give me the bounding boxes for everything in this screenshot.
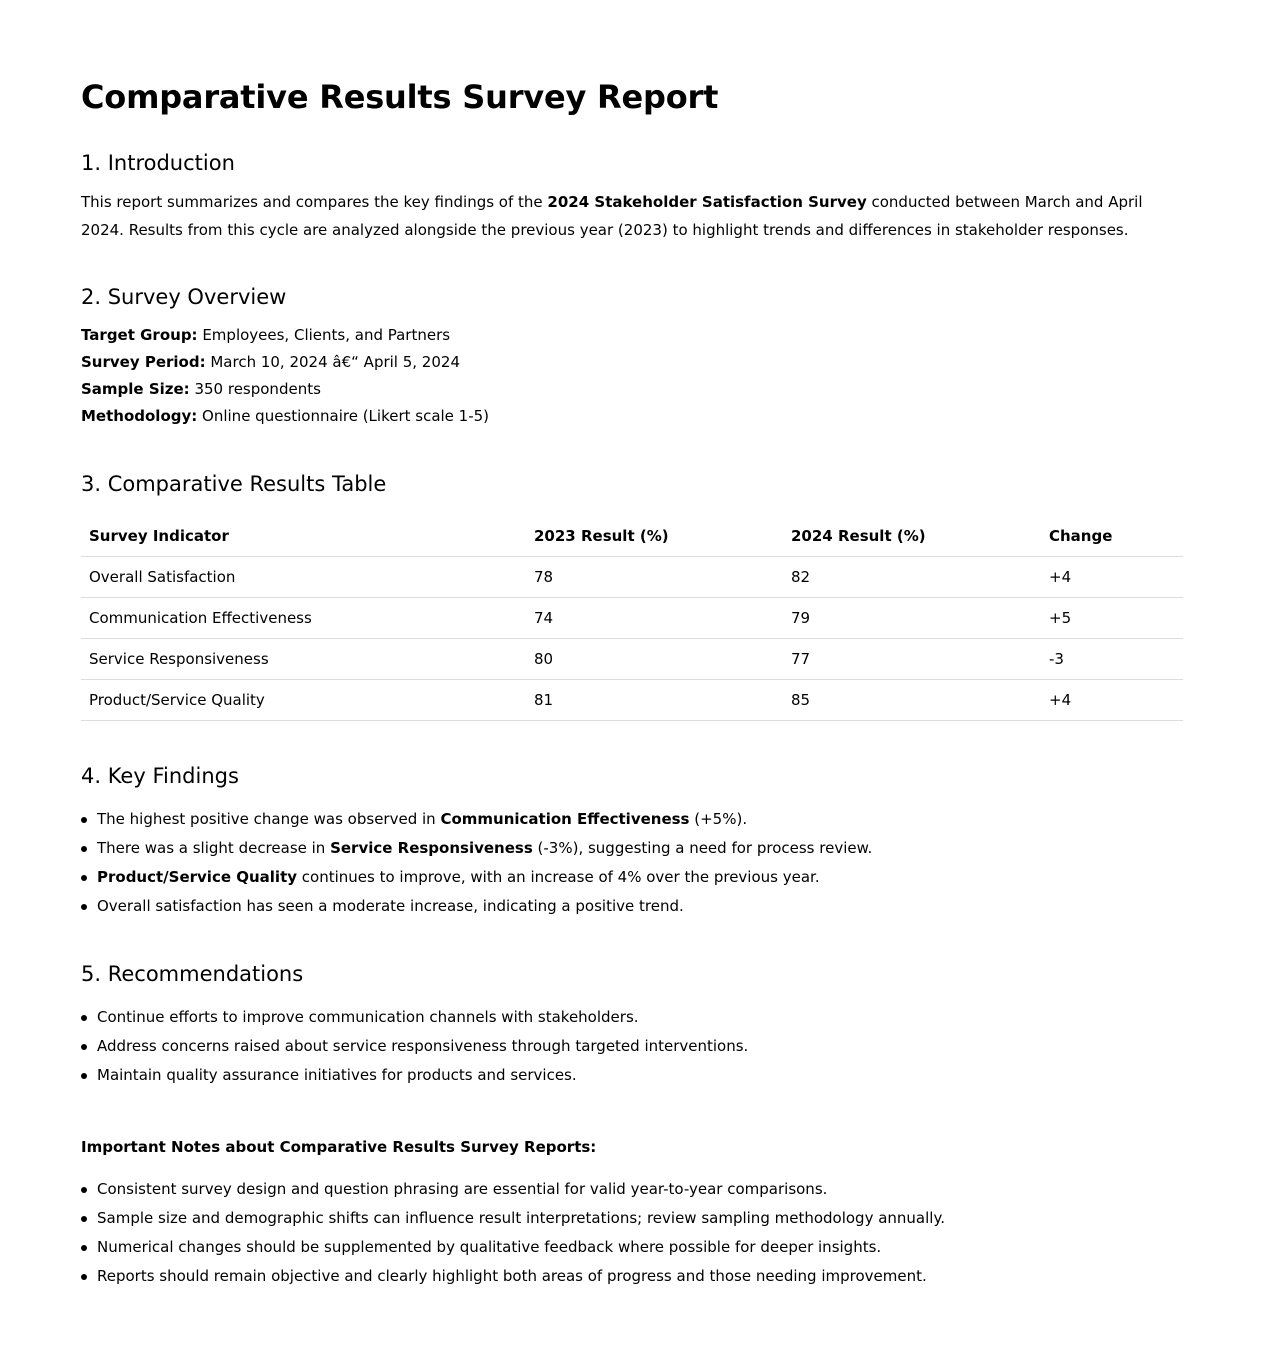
list-item (97, 1262, 945, 1291)
table-cell: 82 (783, 557, 1041, 598)
table-cell: 78 (526, 557, 783, 598)
intro-text-before: This report summarizes and compares the key findings of the (81, 193, 548, 211)
finding-highlight: Communication Effectiveness (440, 810, 690, 828)
note-text: Reports should remain objective and clearly highlight both areas of progress and those needing improvement. (97, 1267, 927, 1285)
finding-highlight: Product/Service Quality (97, 868, 298, 886)
table-cell: +4 (1041, 680, 1183, 721)
bullet-icon (81, 1044, 87, 1050)
intro-heading: 1. Introduction (81, 151, 235, 175)
overview-label: Sample Size: (81, 380, 190, 398)
overview-list (81, 322, 489, 430)
page-title: Comparative Results Survey Report (81, 78, 719, 116)
list-item (97, 805, 872, 834)
bullet-icon (81, 817, 87, 823)
intro-text-after: conducted between March and April 2024. Results from this cycle are analyzed alongside the previous year (2023) to highlight trends and differences in stakeholder responses. (81, 193, 1143, 239)
table-cell: 77 (783, 639, 1041, 680)
table-cell: Product/Service Quality (81, 680, 526, 721)
list-item (97, 892, 872, 921)
overview-target-group (81, 322, 489, 349)
overview-label: Methodology: (81, 407, 198, 425)
overview-value: Employees, Clients, and Partners (197, 326, 451, 344)
bullet-icon (81, 1073, 87, 1079)
overview-label: Survey Period: (81, 353, 206, 371)
findings-list (81, 805, 872, 921)
table-cell: -3 (1041, 639, 1183, 680)
recommendation-text: Maintain quality assurance initiatives for products and services. (97, 1066, 577, 1084)
intro-paragraph (81, 188, 1171, 244)
list-item (97, 1175, 945, 1204)
list-item (97, 1003, 748, 1032)
bullet-icon (81, 1274, 87, 1280)
results-heading: 3. Comparative Results Table (81, 472, 387, 496)
table-cell: +5 (1041, 598, 1183, 639)
overview-sample-size (81, 376, 489, 403)
table-cell: 79 (783, 598, 1041, 639)
results-table (81, 516, 1183, 721)
list-item (97, 1204, 945, 1233)
bullet-icon (81, 1245, 87, 1251)
list-item (97, 834, 872, 863)
finding-text-pre: The highest positive change was observed in (97, 810, 441, 828)
table-row (81, 598, 1183, 639)
finding-text-post: continues to improve, with an increase of 4% over the previous year. (297, 868, 820, 886)
table-cell: Service Responsiveness (81, 639, 526, 680)
overview-methodology (81, 403, 489, 430)
overview-value: March 10, 2024 â€“ April 5, 2024 (205, 353, 460, 371)
table-row (81, 680, 1183, 721)
bullet-icon (81, 846, 87, 852)
bullet-icon (81, 904, 87, 910)
table-row (81, 557, 1183, 598)
column-header: Change (1041, 516, 1183, 557)
table-header-row (81, 516, 1183, 557)
bullet-icon (81, 1216, 87, 1222)
list-item (97, 863, 872, 892)
recommendation-text: Continue efforts to improve communication channels with stakeholders. (97, 1008, 639, 1026)
notes-heading: Important Notes about Comparative Results Survey Reports: (81, 1138, 597, 1156)
table-cell: 81 (526, 680, 783, 721)
table-cell: 74 (526, 598, 783, 639)
finding-text-post: (-3%), suggesting a need for process review. (532, 839, 873, 857)
intro-survey-name: 2024 Stakeholder Satisfaction Survey (547, 193, 867, 211)
recommendations-list (81, 1003, 748, 1090)
notes-list (81, 1175, 945, 1291)
column-header: 2023 Result (%) (526, 516, 783, 557)
list-item (97, 1032, 748, 1061)
bullet-icon (81, 1187, 87, 1193)
table-cell: 85 (783, 680, 1041, 721)
recommendation-text: Address concerns raised about service responsiveness through targeted interventions. (97, 1037, 749, 1055)
overview-value: 350 respondents (189, 380, 321, 398)
bullet-icon (81, 1015, 87, 1021)
findings-heading: 4. Key Findings (81, 764, 239, 788)
note-text: Consistent survey design and question phrasing are essential for valid year-to-year comparisons. (97, 1180, 828, 1198)
bullet-icon (81, 875, 87, 881)
overview-heading: 2. Survey Overview (81, 285, 287, 309)
table-row (81, 639, 1183, 680)
recommendations-heading: 5. Recommendations (81, 962, 304, 986)
finding-text-pre: Overall satisfaction has seen a moderate increase, indicating a positive trend. (97, 897, 684, 915)
list-item (97, 1061, 748, 1090)
finding-highlight: Service Responsiveness (330, 839, 533, 857)
overview-survey-period (81, 349, 489, 376)
column-header: 2024 Result (%) (783, 516, 1041, 557)
finding-text-pre: There was a slight decrease in (97, 839, 331, 857)
table-cell: Overall Satisfaction (81, 557, 526, 598)
overview-label: Target Group: (81, 326, 198, 344)
table-cell: +4 (1041, 557, 1183, 598)
column-header: Survey Indicator (81, 516, 526, 557)
list-item (97, 1233, 945, 1262)
note-text: Numerical changes should be supplemented by qualitative feedback where possible for deeper insights. (97, 1238, 882, 1256)
finding-text-post: (+5%). (689, 810, 748, 828)
table-cell: Communication Effectiveness (81, 598, 526, 639)
overview-value: Online questionnaire (Likert scale 1-5) (197, 407, 490, 425)
note-text: Sample size and demographic shifts can influence result interpretations; review sampling methodology annually. (97, 1209, 945, 1227)
table-cell: 80 (526, 639, 783, 680)
